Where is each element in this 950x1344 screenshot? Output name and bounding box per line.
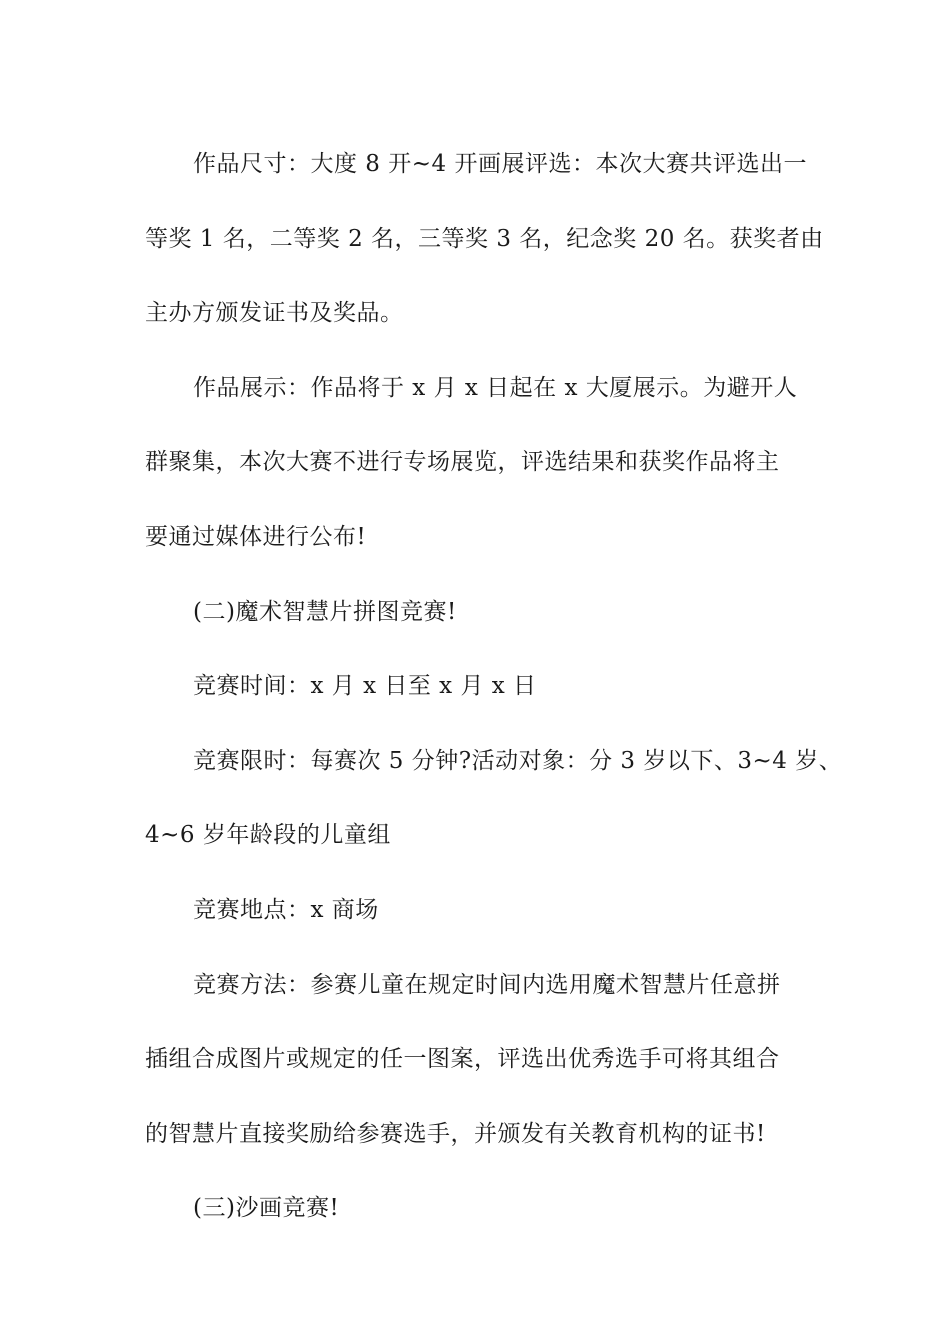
text-line: 主办方颁发证书及奖品。 — [145, 300, 404, 327]
text-line: 要通过媒体进行公布! — [145, 523, 367, 550]
text-line: 竞赛限时：每赛次 5 分钟?活动对象：分 3 岁以下、3~4 岁、 — [193, 747, 843, 774]
text-line: 的智慧片直接奖励给参赛选手，并颁发有关教育机构的证书! — [145, 1120, 766, 1147]
text-line: 群聚集，本次大赛不进行专场展览，评选结果和获奖作品将主 — [145, 449, 780, 476]
text-line: 插组合成图片或规定的任一图案，评选出优秀选手可将其组合 — [145, 1046, 780, 1073]
section-heading: (三)沙画竞赛! — [193, 1195, 340, 1222]
text-line: 等奖 1 名，二等奖 2 名，三等奖 3 名，纪念奖 20 名。获奖者由 — [145, 225, 824, 252]
text-line: 竞赛地点：x 商场 — [193, 896, 379, 923]
text-line: 作品尺寸：大度 8 开~4 开画展评选：本次大赛共评选出一 — [193, 151, 807, 177]
section-heading: (二)魔术智慧片拼图竞赛! — [193, 598, 457, 625]
document-body — [145, 127, 843, 1246]
text-line: 作品展示：作品将于 x 月 x 日起在 x 大厦展示。为避开人 — [193, 374, 798, 401]
text-line: 竞赛方法：参赛儿童在规定时间内选用魔术智慧片任意拼 — [193, 971, 781, 998]
text-line: 竞赛时间：x 月 x 日至 x 月 x 日 — [193, 673, 537, 700]
text-line: 4~6 岁年龄段的儿童组 — [145, 822, 391, 849]
